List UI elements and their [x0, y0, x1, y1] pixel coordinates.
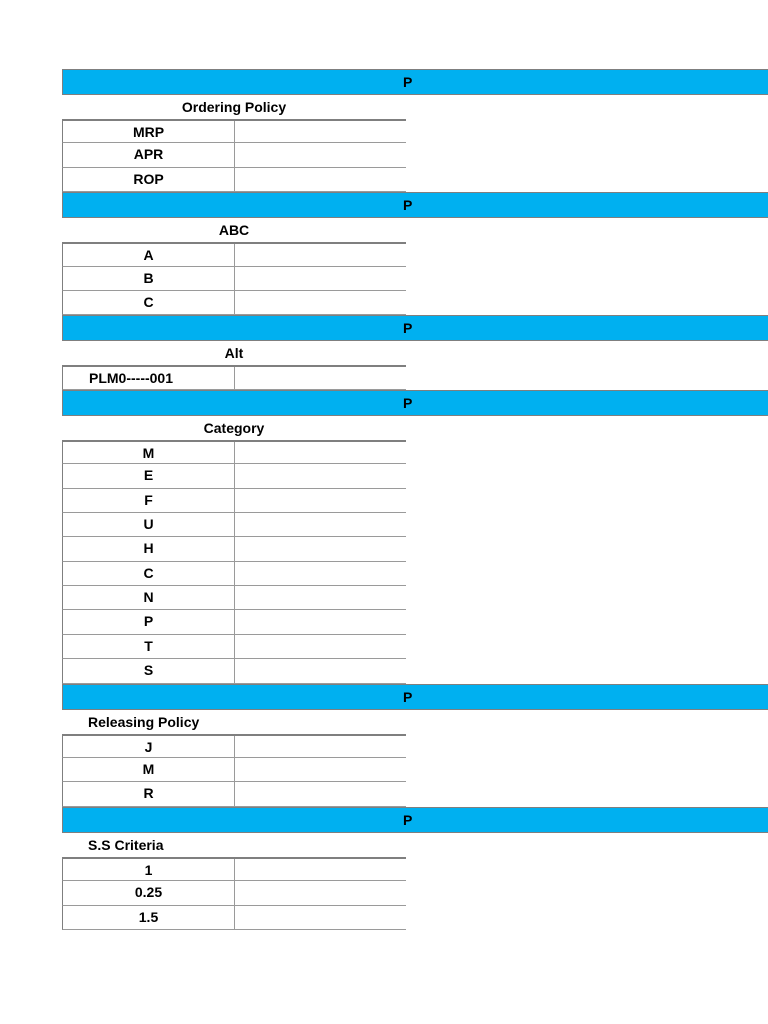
value-cell[interactable]: F	[63, 489, 235, 512]
empty-cell[interactable]	[235, 513, 406, 536]
table-row	[62, 635, 406, 659]
section-title: Releasing Policy	[88, 713, 200, 730]
table-row	[62, 659, 406, 683]
empty-cell[interactable]	[235, 442, 406, 463]
table-row	[62, 143, 406, 167]
empty-cell[interactable]	[235, 464, 406, 487]
value-cell[interactable]: J	[63, 736, 235, 757]
section-header-band	[62, 684, 768, 710]
value-cell[interactable]: ROP	[63, 168, 235, 191]
empty-cell[interactable]	[235, 267, 406, 290]
empty-cell[interactable]	[235, 659, 406, 682]
empty-cell[interactable]	[235, 367, 406, 388]
value-cell[interactable]: H	[63, 537, 235, 560]
table-row	[62, 758, 406, 782]
value-cell[interactable]: APR	[63, 143, 235, 166]
value-cell[interactable]: U	[63, 513, 235, 536]
table-row	[62, 562, 406, 586]
empty-cell[interactable]	[235, 291, 406, 314]
table-row	[62, 440, 406, 464]
table-row	[62, 513, 406, 537]
table-row	[62, 119, 406, 143]
section-title: S.S Criteria	[88, 836, 164, 853]
section-title: Ordering Policy	[181, 99, 287, 115]
empty-cell[interactable]	[235, 906, 406, 929]
band-label: P	[403, 394, 413, 411]
value-cell[interactable]: 1	[63, 859, 235, 880]
section-header-band	[62, 69, 768, 95]
empty-cell[interactable]	[235, 537, 406, 560]
table-row	[62, 537, 406, 561]
band-label: P	[403, 811, 413, 828]
value-cell[interactable]: 0.25	[63, 881, 235, 904]
table-row	[62, 464, 406, 488]
empty-cell[interactable]	[235, 859, 406, 880]
table-row	[62, 586, 406, 610]
empty-cell[interactable]	[235, 143, 406, 166]
section-header-band	[62, 390, 768, 416]
empty-cell[interactable]	[235, 610, 406, 633]
section-header-band	[62, 807, 768, 833]
empty-cell[interactable]	[235, 562, 406, 585]
table-row	[62, 782, 406, 806]
table-row	[62, 906, 406, 930]
value-cell[interactable]: A	[63, 244, 235, 265]
empty-cell[interactable]	[235, 168, 406, 191]
value-cell[interactable]: M	[63, 442, 235, 463]
value-cell[interactable]: E	[63, 464, 235, 487]
table-row	[62, 291, 406, 315]
value-cell[interactable]: R	[63, 782, 235, 805]
table-row	[62, 242, 406, 266]
empty-cell[interactable]	[235, 881, 406, 904]
table-row	[62, 857, 406, 881]
spreadsheet	[62, 69, 768, 930]
section-header-band	[62, 192, 768, 218]
empty-cell[interactable]	[235, 635, 406, 658]
value-cell[interactable]: M	[63, 758, 235, 781]
section-header-band	[62, 315, 768, 341]
value-cell[interactable]: N	[63, 586, 235, 609]
value-cell[interactable]: S	[63, 659, 235, 682]
band-label: P	[403, 320, 413, 337]
value-cell[interactable]: MRP	[63, 121, 235, 142]
value-cell[interactable]: T	[63, 635, 235, 658]
empty-cell[interactable]	[235, 489, 406, 512]
table-row	[62, 489, 406, 513]
value-cell[interactable]: C	[63, 562, 235, 585]
empty-cell[interactable]	[235, 782, 406, 805]
empty-cell[interactable]	[235, 586, 406, 609]
value-cell[interactable]: C	[63, 291, 235, 314]
value-cell[interactable]: P	[63, 610, 235, 633]
table-row	[62, 365, 406, 389]
value-cell[interactable]: PLM0-----001	[63, 367, 235, 388]
section-title: ABC	[218, 222, 250, 239]
band-label: P	[403, 197, 413, 214]
table-row	[62, 610, 406, 634]
empty-cell[interactable]	[235, 244, 406, 265]
band-label: P	[403, 74, 413, 90]
value-cell[interactable]: B	[63, 267, 235, 290]
band-label: P	[403, 688, 413, 705]
empty-cell[interactable]	[235, 758, 406, 781]
table-row	[62, 881, 406, 905]
table-row	[62, 267, 406, 291]
section-title: Alt	[224, 345, 244, 362]
empty-cell[interactable]	[235, 736, 406, 757]
empty-cell[interactable]	[235, 121, 406, 142]
value-cell[interactable]: 1.5	[63, 906, 235, 929]
table-row	[62, 168, 406, 192]
table-row	[62, 734, 406, 758]
section-title: Category	[203, 419, 265, 436]
